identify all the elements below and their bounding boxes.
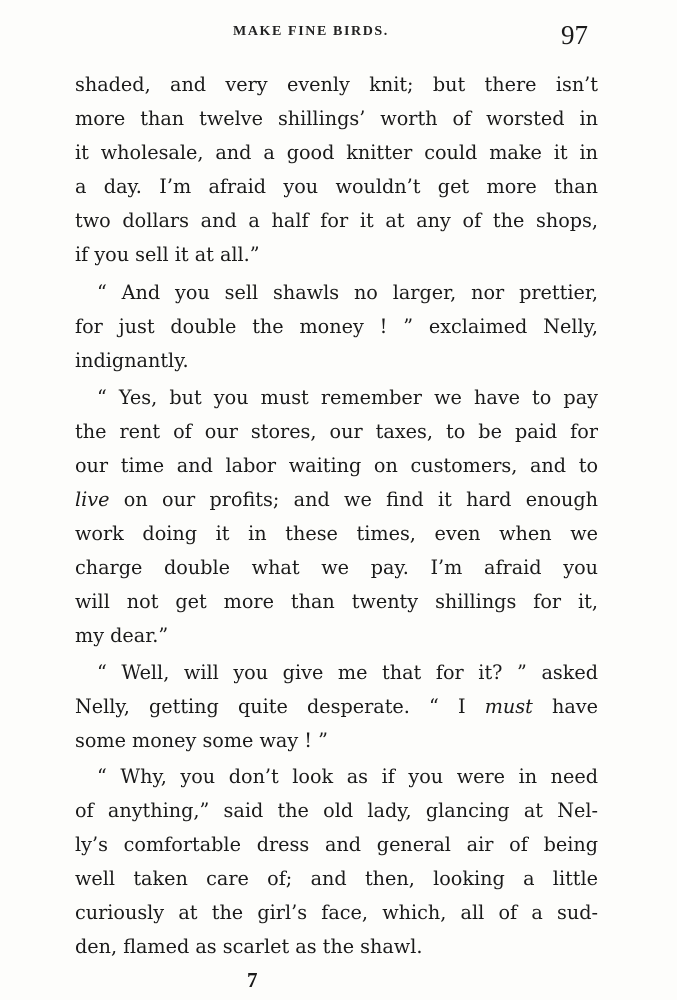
text-segment: will not get more than twenty shillings for it,: [75, 590, 598, 613]
text-segment: two dollars and a half for it at any of the shops,: [75, 209, 598, 232]
text-segment: well taken care of; and then, looking a little: [75, 867, 598, 890]
text-line: [75, 314, 598, 340]
text-line: [75, 242, 598, 268]
text-segment: the rent of our stores, our taxes, to be paid for: [75, 420, 598, 443]
text-segment: our time and labor waiting on customers, and to: [75, 454, 598, 477]
emphasized-text: must: [484, 695, 533, 718]
text-segment: on our profits; and we find it hard enough: [109, 488, 598, 511]
text-line: [75, 106, 598, 132]
text-segment: indignantly.: [75, 349, 189, 372]
text-segment: “ Why, you don’t look as if you were in need: [97, 765, 598, 788]
text-line: [75, 623, 598, 649]
text-line: [75, 589, 598, 615]
text-segment: den, flamed as scarlet as the shawl.: [75, 935, 423, 958]
text-segment: Nelly, getting quite desperate. “ I: [75, 695, 485, 718]
text-segment: curiously at the girl’s face, which, all of a sud-: [75, 901, 598, 924]
text-line: [75, 521, 598, 547]
text-segment: work doing it in these times, even when we: [75, 522, 598, 545]
text-line: [75, 280, 598, 306]
text-line: [75, 208, 598, 234]
text-segment: of anything,” said the old lady, glancing at Nel-: [75, 799, 598, 822]
text-line: [75, 385, 598, 411]
text-line: [75, 798, 598, 824]
text-segment: ly’s comfortable dress and general air of being: [75, 833, 598, 856]
text-line: [75, 866, 598, 892]
text-segment: “ And you sell shawls no larger, nor prettier,: [97, 281, 598, 304]
running-title: MAKE FINE BIRDS.: [233, 24, 389, 39]
text-segment: my dear.”: [75, 624, 169, 647]
emphasized-text: live: [75, 488, 110, 511]
text-line: [75, 174, 598, 200]
text-line: [75, 72, 598, 98]
text-segment: shaded, and very evenly knit; but there isn’t: [75, 73, 598, 96]
text-line: [75, 728, 598, 754]
text-line: [75, 660, 598, 686]
page-number: 97: [561, 20, 588, 50]
text-line: [75, 934, 598, 960]
text-segment: “ Well, will you give me that for it? ” asked: [97, 661, 598, 684]
text-segment: charge double what we pay. I’m afraid you: [75, 556, 598, 579]
text-segment: more than twelve shillings’ worth of worsted in: [75, 107, 598, 130]
text-line: [75, 419, 598, 445]
text-line: [75, 900, 598, 926]
text-line: [75, 140, 598, 166]
text-line: [75, 348, 598, 374]
text-line: [75, 453, 598, 479]
text-line: [75, 832, 598, 858]
text-segment: some money some way ! ”: [75, 729, 328, 752]
text-line: [75, 694, 598, 720]
text-segment: a day. I’m afraid you wouldn’t get more than: [75, 175, 598, 198]
text-line: [75, 555, 598, 581]
text-segment: for just double the money ! ” exclaimed Nelly,: [75, 315, 598, 338]
text-segment: it wholesale, and a good knitter could make it in: [75, 141, 598, 164]
signature-mark: 7: [247, 968, 258, 992]
text-line: [75, 764, 598, 790]
text-segment: if you sell it at all.”: [75, 243, 260, 266]
text-segment: have: [532, 695, 598, 718]
text-line: [75, 487, 598, 513]
text-segment: “ Yes, but you must remember we have to pay: [97, 386, 598, 409]
